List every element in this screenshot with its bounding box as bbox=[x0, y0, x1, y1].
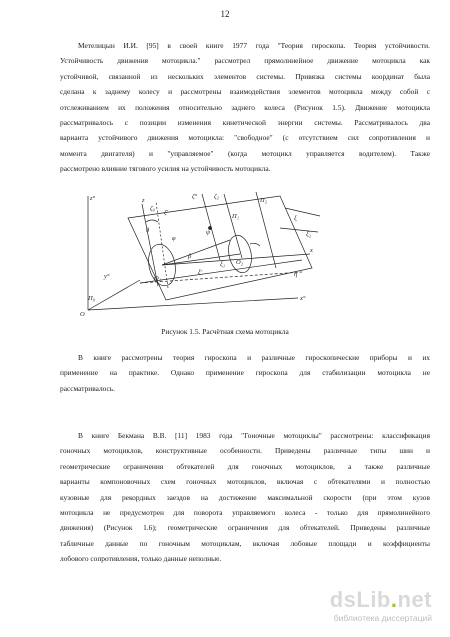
page-number: 12 bbox=[220, 9, 230, 19]
text-line: варианты компоновочных схем гоночных мотоциклов, включая с обтекателями и полностью bbox=[60, 477, 430, 487]
svg-text:z°: z° bbox=[90, 195, 96, 202]
dslib-logo: dsLib.net bbox=[329, 587, 432, 612]
zeta2-line bbox=[224, 194, 242, 258]
text-line: момента двигателя) и "управляемое" (когда мотоцикл управляется водителем). Также bbox=[60, 148, 430, 158]
svg-text:β: β bbox=[188, 253, 192, 260]
figure-1-5-diagram bbox=[80, 188, 370, 323]
paragraph-gyroscope-book bbox=[60, 350, 430, 396]
svg-text:ζ': ζ' bbox=[164, 209, 169, 216]
plane-pi1 bbox=[128, 196, 312, 300]
svg-text:ζ₀: ζ₀ bbox=[150, 205, 155, 212]
ground-line bbox=[140, 272, 302, 283]
text-line: рассмотрено влияние тягового усилия на устойчивость мотоцикла. bbox=[60, 164, 271, 174]
y0-axis bbox=[88, 280, 140, 310]
text-line: устойчивой, связанной из нескольких элементов системы. Привязка системы координат была bbox=[60, 71, 430, 81]
text-line: Устойчивость движения мотоцикла." рассмотрел прямолинейное движение мотоцикла как bbox=[60, 56, 430, 66]
text-line: В книге рассмотрены теория гироскопа и различные гироскопические приборы и их bbox=[78, 353, 430, 362]
angle-theta-arc bbox=[146, 220, 158, 222]
svg-text:Π₂: Π₂ bbox=[260, 197, 267, 204]
text-line: рассматривалось с позиции изменения кинетической энергии системы. Рассматривалось два bbox=[60, 118, 430, 128]
svg-text:ζ₂: ζ₂ bbox=[214, 193, 219, 200]
text-line: табличные данные по гоночным мотоциклам, включая лобовые площади и коэффициенты bbox=[60, 538, 430, 548]
svg-text:x: x bbox=[310, 247, 313, 254]
text-line: Метелицын И.И. [95] в своей книге 1977 года "Теория гироскопа. Теория устойчивости. bbox=[78, 41, 430, 50]
svg-text:z: z bbox=[142, 197, 145, 204]
svg-text:Π₀: Π₀ bbox=[88, 295, 95, 302]
svg-text:O₂: O₂ bbox=[236, 259, 243, 266]
svg-text:ζ°: ζ° bbox=[192, 193, 198, 200]
svg-text:η: η bbox=[294, 271, 298, 278]
text-line: В книге Бекмана В.В. [11] 1983 года "Гоночные мотоциклы" рассмотрены: классификация bbox=[78, 431, 430, 440]
text-line: гоночных мотоциклов, конструктивные особенности. Приведены различные типы шин и bbox=[60, 446, 430, 456]
paragraph-metelitsyn bbox=[60, 38, 430, 177]
text-line: отслеживанием их положения относительно заднего колеса (Рисунок 1.5). Движение мотоцикла bbox=[60, 102, 430, 112]
text-line: применение на практике. Однако применение гироскопа для стабилизации мотоцикла не bbox=[60, 368, 430, 378]
svg-text:θ: θ bbox=[146, 227, 150, 234]
xi-prime-axis bbox=[285, 208, 320, 216]
xi2-axis bbox=[280, 228, 318, 232]
text-line: варианта устойчивого движения мотоцикла: "свободное" (с отсутствием сил сопротивления и bbox=[60, 133, 430, 143]
svg-text:ξ: ξ bbox=[294, 215, 297, 222]
svg-text:ψ: ψ bbox=[206, 229, 211, 236]
x0-axis bbox=[88, 298, 298, 310]
svg-text:ξ': ξ' bbox=[198, 269, 203, 276]
svg-text:Π₁: Π₁ bbox=[232, 213, 239, 220]
text-line: рассматривалось. bbox=[60, 383, 116, 393]
dslib-watermark bbox=[322, 587, 432, 629]
text-line: мотоцикла не предусмотрен для поворота управляемого колеса - только для прямолинейного bbox=[60, 508, 430, 518]
text-line: кузовные для рекордных заездов на достижение максимальной скорости (при этом кузов bbox=[60, 492, 430, 502]
text-line: геометрические ограничения обтекателей для гоночных мотоциклов, а также различные bbox=[60, 461, 430, 471]
paragraph-bekman bbox=[60, 428, 430, 567]
svg-text:ξ₁: ξ₁ bbox=[220, 261, 226, 268]
svg-text:O₁: O₁ bbox=[154, 275, 161, 282]
angle-phi-arc bbox=[250, 243, 260, 246]
text-line: сделана к заднему колесу и рассмотрены взаимодействия элементов мотоцикла между собой с bbox=[60, 87, 430, 97]
figure-caption: Рисунок 1.5. Расчётная схема мотоцикла bbox=[161, 327, 289, 336]
motorcycle-scheme-svg bbox=[80, 188, 370, 323]
svg-text:x°: x° bbox=[300, 295, 306, 302]
svg-text:ξ₂: ξ₂ bbox=[306, 231, 312, 238]
text-line: лобового сопротивления, только данные неполные. bbox=[60, 554, 222, 564]
dslib-subtitle: библиотека диссертаций bbox=[333, 613, 432, 623]
svg-text:O: O bbox=[80, 311, 85, 318]
text-line: движения) (Рисунок 1.6); геометрические ограничения для обтекателей. Приведены различные bbox=[60, 523, 430, 533]
svg-text:y°: y° bbox=[104, 273, 110, 280]
svg-text:φ: φ bbox=[172, 235, 176, 242]
